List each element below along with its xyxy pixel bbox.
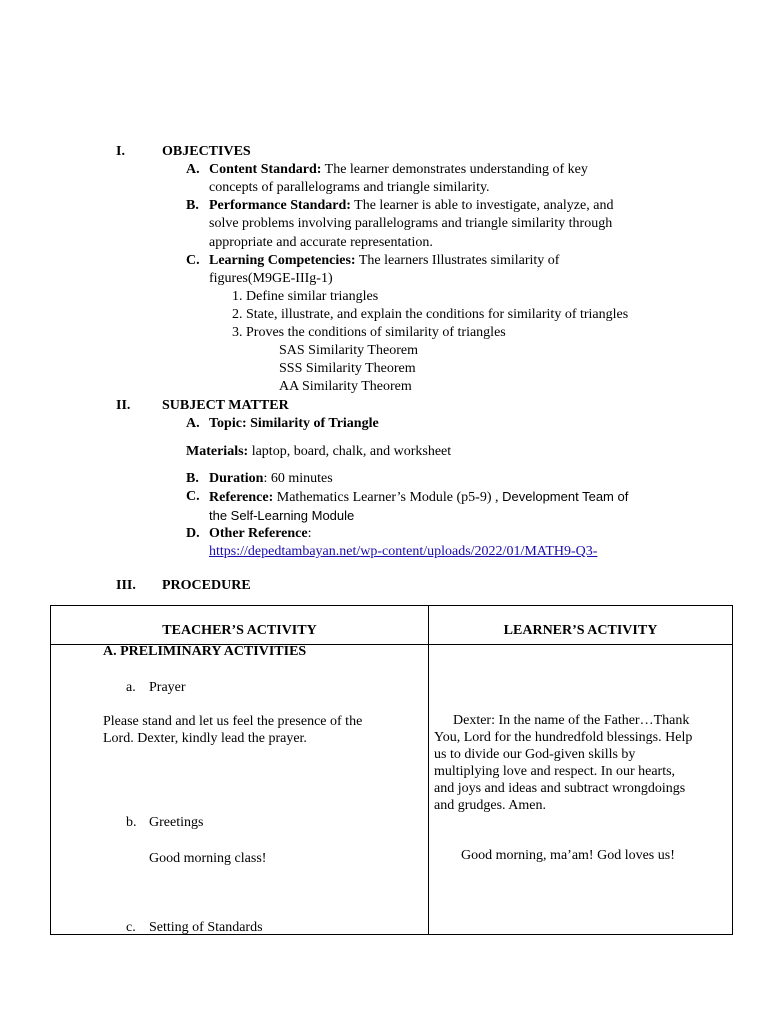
competency-item: 2. State, illustrate, and explain the conditions for similarity of triangles bbox=[232, 307, 629, 322]
duration-line bbox=[209, 470, 333, 488]
section-numeral-objectives: I. bbox=[116, 144, 125, 159]
performance-standard-line-3: appropriate and accurate representation. bbox=[209, 235, 433, 250]
reference-text: Mathematics Learner’s Module (p5-9) , bbox=[273, 490, 499, 505]
activity-table bbox=[50, 605, 733, 935]
other-reference-line bbox=[209, 525, 312, 543]
teacher-activity-header: TEACHER’S ACTIVITY bbox=[162, 623, 317, 638]
standards-label: Setting of Standards bbox=[149, 920, 263, 935]
materials-text: laptop, board, chalk, and worksheet bbox=[248, 444, 452, 459]
section-heading-procedure: PROCEDURE bbox=[162, 578, 251, 593]
greetings-label: Greetings bbox=[149, 815, 204, 830]
reference-line-1 bbox=[209, 488, 628, 507]
topic-label: Topic: Similarity of Triangle bbox=[209, 416, 379, 431]
performance-standard-text: The learner is able to investigate, analyze, and bbox=[350, 198, 614, 213]
reference-sans-text: Development Team of bbox=[498, 489, 629, 504]
theorem-item: AA Similarity Theorem bbox=[279, 379, 412, 394]
materials-label: Materials: bbox=[186, 444, 249, 459]
section-numeral-subject-matter: II. bbox=[116, 398, 131, 413]
content-standard-text: The learner demonstrates understanding of key bbox=[321, 162, 588, 177]
item-letter: C. bbox=[186, 489, 200, 504]
learner-prayer-line: and grudges. Amen. bbox=[434, 798, 546, 813]
performance-standard-label: Performance Standard: bbox=[209, 198, 351, 213]
learning-competencies-label: Learning Competencies: bbox=[209, 253, 356, 268]
item-letter: B. bbox=[186, 198, 199, 213]
learner-greeting: Good morning, ma’am! God loves us! bbox=[461, 848, 675, 863]
learning-competencies-text: The learners Illustrates similarity of bbox=[355, 253, 560, 268]
competency-item: 1. Define similar triangles bbox=[232, 289, 379, 304]
section-numeral-procedure: III. bbox=[116, 578, 136, 593]
duration-text: : 60 minutes bbox=[263, 471, 333, 486]
column-divider bbox=[428, 606, 429, 934]
item-letter: C. bbox=[186, 253, 200, 268]
duration-label: Duration bbox=[209, 471, 264, 486]
learner-activity-header: LEARNER’S ACTIVITY bbox=[503, 623, 658, 638]
item-letter: B. bbox=[186, 471, 199, 486]
learner-prayer-line: and joys and ideas and subtract wrongdoings bbox=[434, 781, 686, 796]
learner-prayer-line: You, Lord for the hundredfold blessings. Help bbox=[434, 730, 693, 745]
content-standard-line-2: concepts of parallelograms and triangle similarity. bbox=[209, 180, 490, 195]
teacher-prayer-line: Lord. Dexter, kindly lead the prayer. bbox=[103, 731, 307, 746]
theorem-item: SSS Similarity Theorem bbox=[279, 361, 416, 376]
learner-prayer-line: multiplying love and respect. In our hearts, bbox=[434, 764, 676, 779]
item-letter: A. bbox=[186, 162, 200, 177]
content-standard-label: Content Standard: bbox=[209, 162, 322, 177]
content-standard-line-1 bbox=[209, 161, 588, 179]
learning-competencies-line-2: figures(M9GE-IIIg-1) bbox=[209, 271, 333, 286]
learner-prayer-line: us to divide our God-given skills by bbox=[434, 747, 636, 762]
section-heading-subject-matter: SUBJECT MATTER bbox=[162, 398, 289, 413]
prayer-label: Prayer bbox=[149, 680, 186, 695]
preliminary-activities-heading: A. PRELIMINARY ACTIVITIES bbox=[103, 644, 307, 659]
learning-competencies-line-1 bbox=[209, 252, 559, 270]
reference-label: Reference: bbox=[209, 490, 274, 505]
learner-prayer-line: Dexter: In the name of the Father…Thank bbox=[453, 713, 690, 728]
reference-line-2: the Self-Learning Module bbox=[209, 508, 355, 523]
teacher-greeting: Good morning class! bbox=[149, 851, 267, 866]
other-reference-label: Other Reference bbox=[209, 526, 308, 541]
item-letter: D. bbox=[186, 526, 200, 541]
other-reference-link[interactable]: https://depedtambayan.net/wp-content/uploads/2022/01/MATH9-Q3- bbox=[209, 544, 598, 559]
item-letter: A. bbox=[186, 416, 200, 431]
performance-standard-line-1 bbox=[209, 197, 613, 215]
teacher-prayer-line: Please stand and let us feel the presence of the bbox=[103, 714, 363, 729]
standards-letter: c. bbox=[126, 920, 136, 935]
competency-item: 3. Proves the conditions of similarity of triangles bbox=[232, 325, 506, 340]
greetings-letter: b. bbox=[126, 815, 137, 830]
other-reference-colon: : bbox=[307, 526, 312, 541]
performance-standard-line-2: solve problems involving parallelograms and triangle similarity through bbox=[209, 216, 613, 231]
materials-line bbox=[186, 443, 451, 461]
section-heading-objectives: OBJECTIVES bbox=[162, 144, 251, 159]
prayer-letter: a. bbox=[126, 680, 136, 695]
theorem-item: SAS Similarity Theorem bbox=[279, 343, 418, 358]
